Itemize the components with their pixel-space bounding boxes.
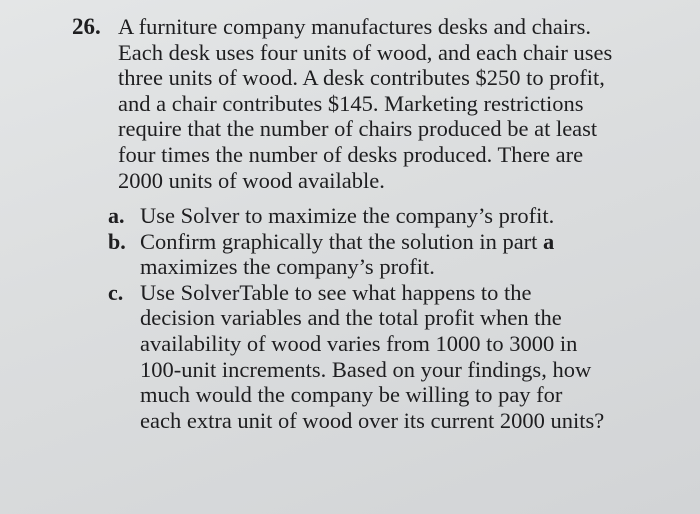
part-line: availability of wood varies from 1000 to 3000 in	[140, 330, 578, 356]
part-line: Use Solver to maximize the company’s profit.	[140, 203, 555, 228]
statement-line: three units of wood. A desk contributes $250 to profit,	[118, 65, 605, 91]
statement-line: 2000 units of wood available.	[118, 167, 385, 193]
part-line-text: Confirm graphically that the solution in part	[140, 228, 538, 254]
part-line: decision variables and the total profit when the	[140, 305, 562, 331]
statement-line: A furniture company manufactures desks and chairs.	[118, 14, 591, 39]
part-line	[140, 229, 688, 255]
part-line: much would the company be willing to pay for	[140, 382, 563, 408]
problem-parts	[108, 203, 688, 433]
part-b	[108, 229, 688, 280]
statement-line: and a chair contributes $145. Marketing restrictions	[118, 90, 584, 116]
part-reference: a	[543, 228, 555, 254]
statement-line: four times the number of desks produced. There are	[118, 141, 584, 167]
part-line: each extra unit of wood over its current 2000 units?	[140, 407, 605, 433]
part-line: 100-unit increments. Based on your findings, how	[140, 356, 592, 382]
part-letter: b.	[108, 228, 126, 254]
problem-statement	[118, 14, 678, 193]
part-c	[108, 280, 688, 434]
part-letter: c.	[108, 279, 124, 305]
part-a	[108, 203, 688, 229]
problem-number: 26.	[72, 14, 101, 39]
statement-line: Each desk uses four units of wood, and each chair uses	[118, 39, 613, 65]
part-line: Use SolverTable to see what happens to the	[140, 279, 532, 305]
part-line: maximizes the company’s profit.	[140, 254, 435, 280]
part-letter: a.	[108, 203, 125, 228]
statement-line: require that the number of chairs produced be at least	[118, 116, 598, 142]
